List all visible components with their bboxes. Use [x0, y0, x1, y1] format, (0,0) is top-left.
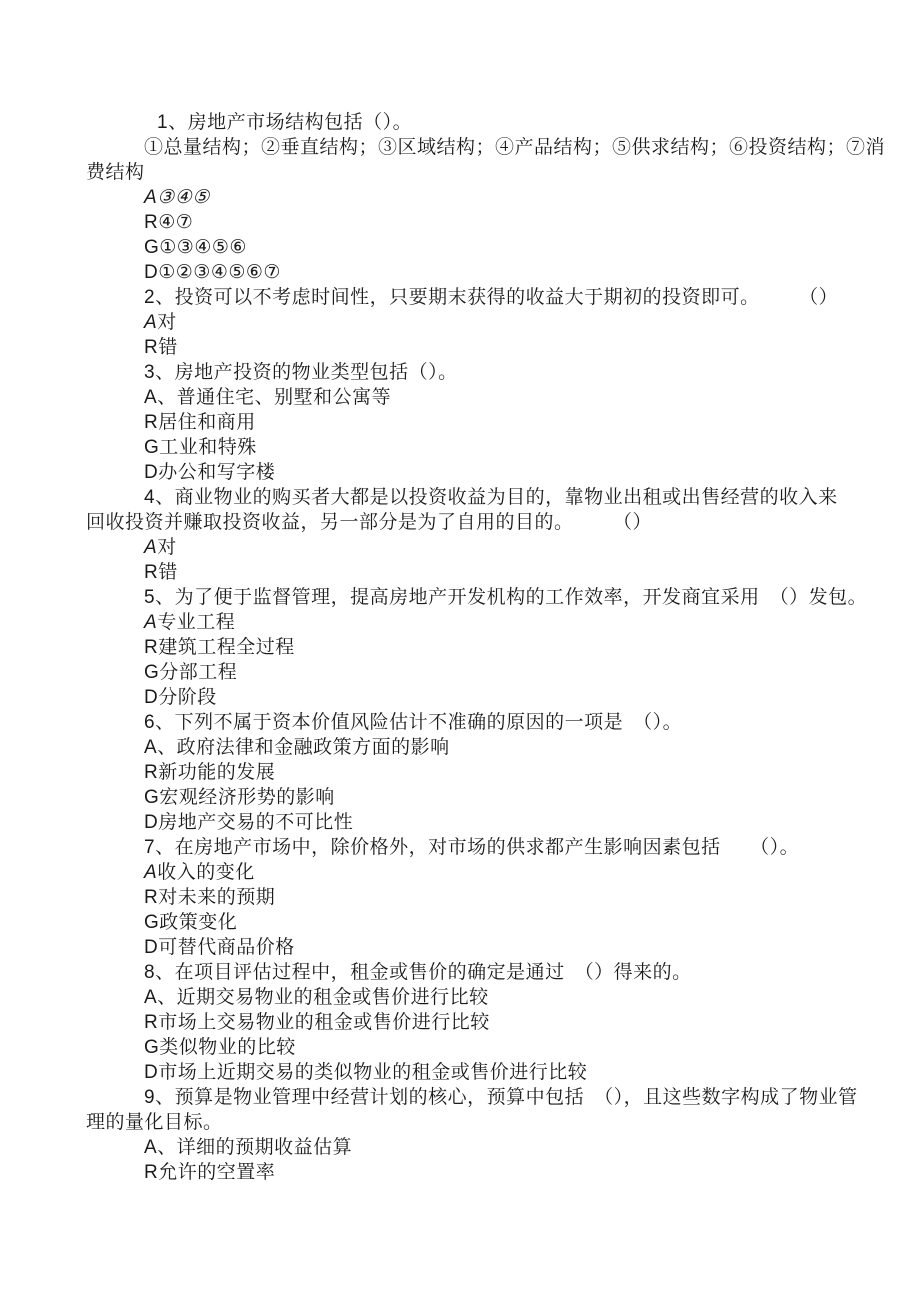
question-6-option-a: A、政府法律和金融政策方面的影响 [144, 737, 450, 758]
question-9-option-b: R允许的空置率 [144, 1162, 276, 1183]
question-9-stem-line-2: 理的量化目标。 [86, 1112, 223, 1133]
question-8-option-c: G类似物业的比较 [144, 1037, 296, 1058]
question-4-option-b: R错 [144, 562, 178, 583]
question-5-option-b: R建筑工程全过程 [144, 637, 295, 658]
question-8 [86, 960, 920, 1085]
question-3-option-a: A、普通住宅、别墅和公寓等 [144, 387, 392, 408]
question-1-stem-line-3: 费结构 [86, 162, 145, 183]
question-1-option-d: D①②③④⑤⑥⑦ [144, 262, 281, 283]
question-1-stem-line-2: ①总量结构；②垂直结构；③区域结构；④产品结构；⑤供求结构；⑥投资结构；⑦消 [144, 137, 886, 158]
document-content [86, 110, 920, 1185]
question-1-option-a: A③④⑤ [144, 187, 210, 208]
question-5-option-a: A专业工程 [144, 612, 236, 633]
question-6-option-b: R新功能的发展 [144, 762, 276, 783]
question-7-option-a: A收入的变化 [144, 862, 255, 883]
question-8-option-a: A、近期交易物业的租金或售价进行比较 [144, 987, 489, 1008]
question-3-option-d: D办公和写字楼 [144, 462, 276, 483]
question-3-option-c: G工业和特殊 [144, 437, 257, 458]
question-4 [86, 485, 920, 585]
question-5-option-d: D分阶段 [144, 687, 217, 708]
question-1 [86, 110, 920, 285]
question-8-stem-line-1: 8、在项目评估过程中，租金或售价的确定是通过 （）得来的。 [144, 962, 692, 983]
question-4-stem-line-1: 4、商业物业的购买者大都是以投资收益为目的，靠物业出租或出售经营的收入来 [144, 487, 838, 508]
question-1-option-b: R④⑦ [144, 212, 194, 233]
question-9-option-a: A、详细的预期收益估算 [144, 1137, 353, 1158]
question-2-option-a: A对 [144, 312, 177, 333]
question-7-stem-line-1: 7、在房地产市场中，除价格外，对市场的供求都产生影响因素包括 （）。 [144, 837, 800, 858]
question-6-option-c: G宏观经济形势的影响 [144, 787, 335, 808]
question-2-option-b: R错 [144, 337, 178, 358]
question-6-stem-line-1: 6、下列不属于资本价值风险估计不准确的原因的一项是 （）。 [144, 712, 683, 733]
question-6-option-d: D房地产交易的不可比性 [144, 812, 354, 833]
question-5-stem-line-1: 5、为了便于监督管理，提高房地产开发机构的工作效率，开发商宜采用 （）发包。 [144, 587, 868, 608]
question-1-stem-line-1: 1、房地产市场结构包括（）。 [157, 112, 413, 133]
question-3-stem-line-1: 3、房地产投资的物业类型包括（）。 [144, 362, 458, 383]
question-2 [86, 285, 920, 360]
question-5 [86, 585, 920, 710]
question-7-option-c: G政策变化 [144, 912, 238, 933]
question-9-stem-line-1: 9、预算是物业管理中经营计划的核心，预算中包括 （），且这些数字构成了物业管 [144, 1087, 858, 1108]
question-8-option-d: D市场上近期交易的类似物业的租金或售价进行比较 [144, 1062, 588, 1083]
question-1-option-c: G①③④⑤⑥ [144, 237, 247, 258]
question-9 [86, 1085, 920, 1185]
question-4-stem-line-2: 回收投资并赚取投资收益，另一部分是为了自用的目的。 （） [86, 512, 653, 533]
question-2-stem-line-1: 2、投资可以不考虑时间性，只要期末获得的收益大于期初的投资即可。 （） [144, 287, 839, 308]
question-3-option-b: R居住和商用 [144, 412, 256, 433]
question-6 [86, 710, 920, 835]
question-7 [86, 835, 920, 960]
question-5-option-c: G分部工程 [144, 662, 238, 683]
question-4-option-a: A对 [144, 537, 177, 558]
question-3 [86, 360, 920, 485]
question-7-option-b: R对未来的预期 [144, 887, 276, 908]
question-8-option-b: R市场上交易物业的租金或售价进行比较 [144, 1012, 490, 1033]
question-7-option-d: D可替代商品价格 [144, 937, 295, 958]
